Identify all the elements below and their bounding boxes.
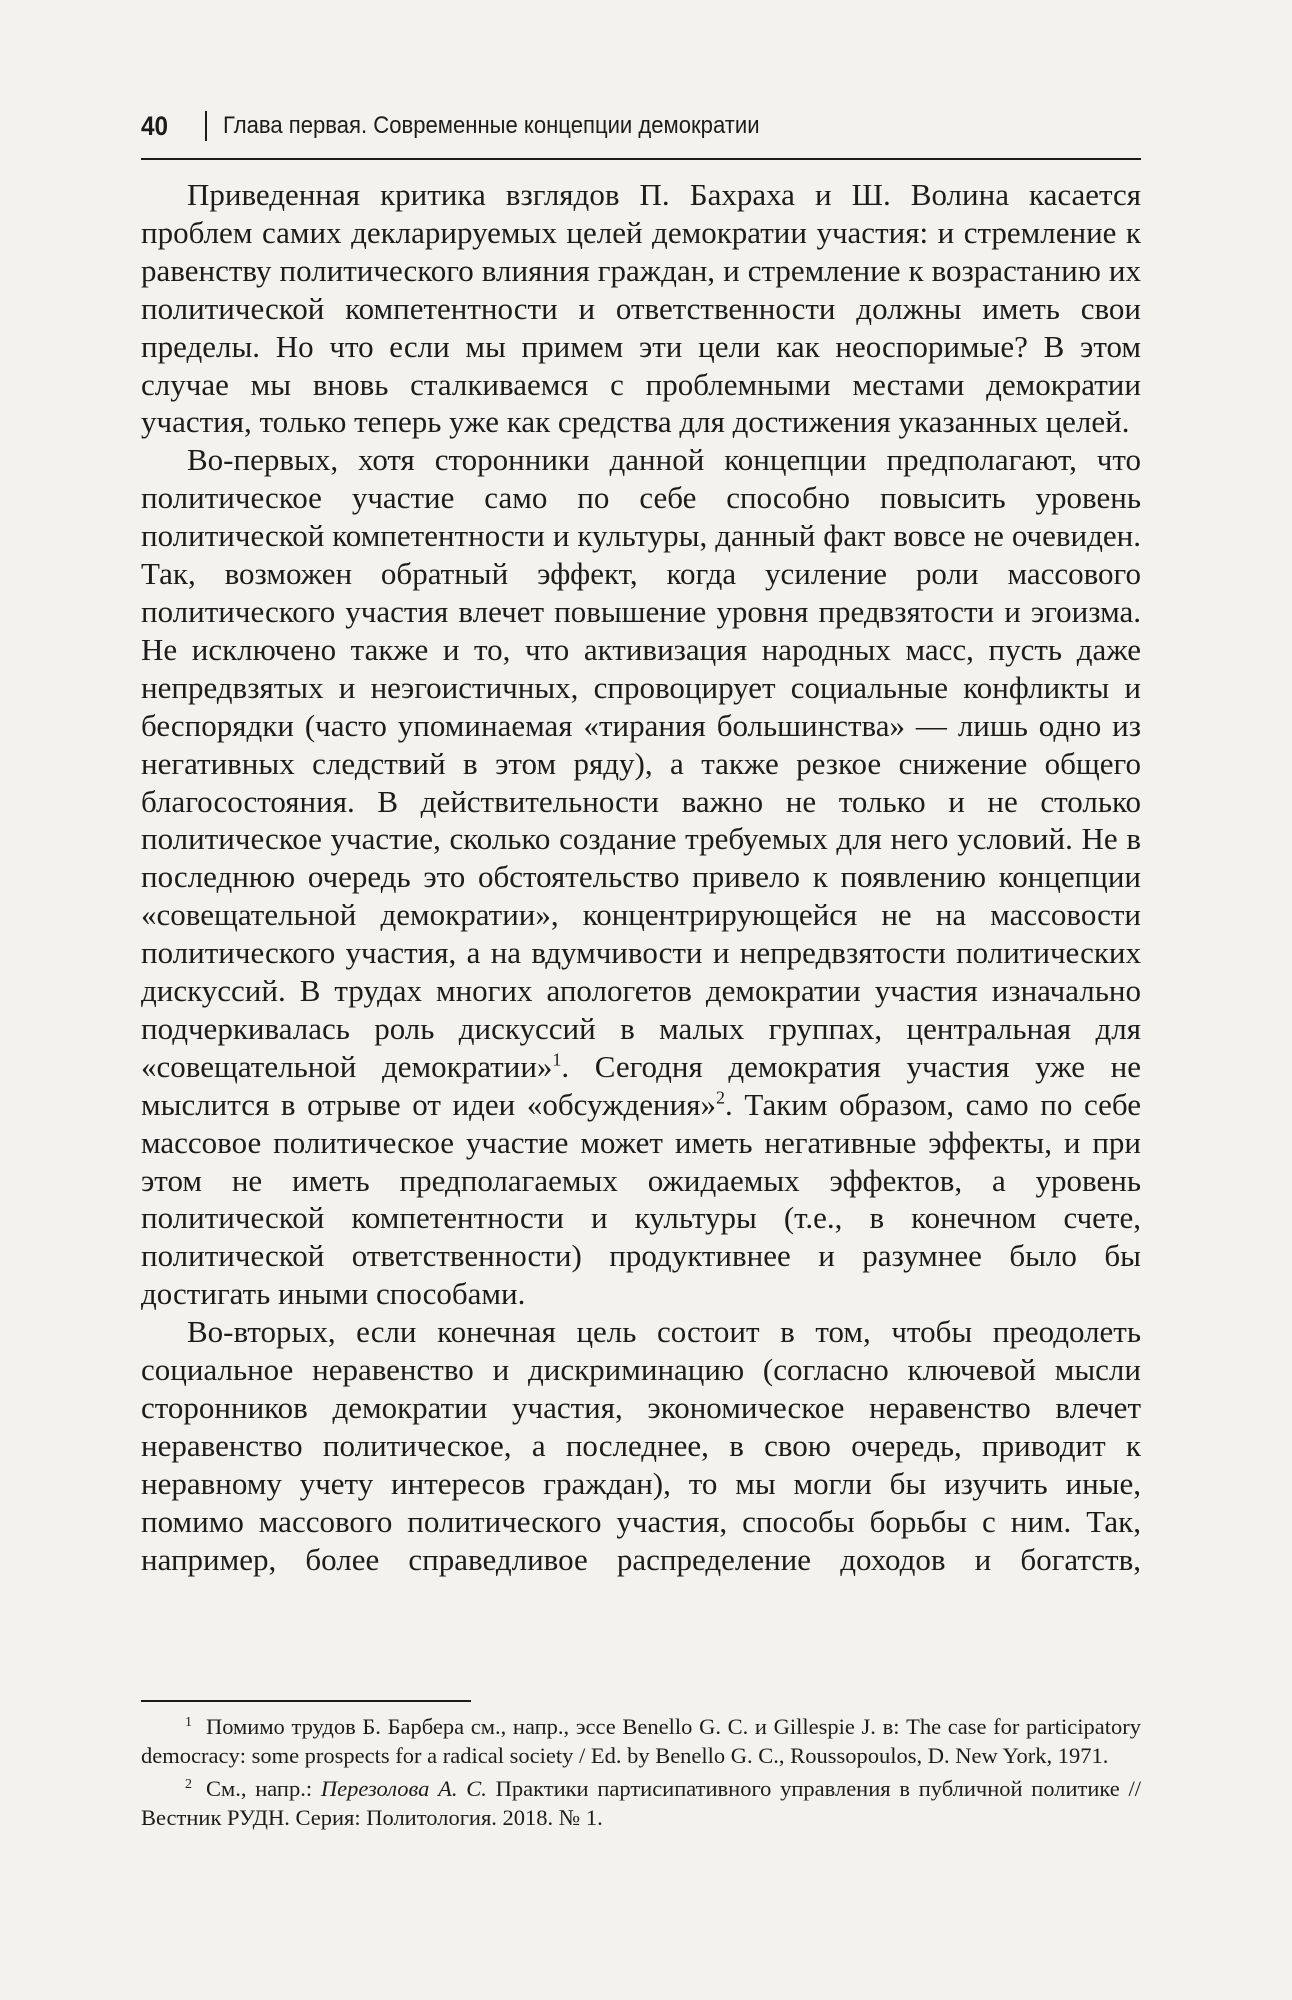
- footnotes: [141, 1712, 1141, 1836]
- footnote-ref-1[interactable]: 1: [552, 1049, 562, 1070]
- body-text: [141, 176, 1141, 1579]
- footnote-2-prefix: См., напр.:: [205, 1776, 321, 1801]
- footnote-2-text: Практики партисипативного управления в публичной политике // Вестник РУДН. Серия: Политология. 2018. № 1.: [141, 1776, 1142, 1830]
- chapter-title: Глава первая. Современные концепции демократии: [223, 112, 760, 139]
- footnote-1-mark: 1: [185, 1714, 192, 1730]
- paragraph-1: Приведенная критика взглядов П. Бахраха и Ш. Волина касается проблем самих декларируемых целей демократии участия: и стремление к равенству политического влияния граждан, и стремление к возрастанию их политической компетентности и ответственности должны иметь свои пределы. Но что если мы примем эти цели как неоспоримые? В этом случае мы вновь сталкиваемся с проблемными местами демократии участия, только теперь уже как средства для достижения указанных целей.: [141, 177, 1141, 440]
- paragraph-3: Во-вторых, если конечная цель состоит в том, чтобы преодолеть социальное неравенство и дискриминацию (согласно ключевой мысли сторонников демократии участия, экономическое неравенство влечет неравенство политическое, а последнее, в свою очередь, приводит к неравному учету интересов граждан), то мы могли бы изучить иные, помимо массового политического участия, способы борьбы с ним. Так, например, более справедливое распределение доходов и богатств,: [141, 1314, 1141, 1577]
- footnote-2-mark: 2: [185, 1776, 192, 1792]
- paragraph-2-part-b: . Сегодня демократия участия уже не мыслится в отрыве от идеи «обсуждения»: [141, 1048, 1142, 1122]
- header-separator: [205, 111, 207, 141]
- page-number: 40: [141, 110, 169, 141]
- paragraph-2-part-c: . Таким образом, само по себе массовое политическое участие может иметь негативные эффекты, и при этом не иметь предполагаемых ожидаемых эффектов, а уровень политической компетентности и культуры (т.е., в конечном счете, политической ответственности) продуктивнее и разумнее было бы достигать иными способами.: [141, 1086, 1141, 1312]
- footnote-2-author: Перезолова А. С.: [320, 1776, 487, 1801]
- footnote-2: [141, 1774, 1141, 1832]
- running-head: [141, 106, 1141, 146]
- header-rule: [141, 158, 1141, 160]
- footnote-ref-2[interactable]: 2: [715, 1087, 725, 1108]
- footnote-1: [141, 1712, 1141, 1770]
- footnote-1-text: Помимо трудов Б. Барбера см., напр., эссе Benello G. C. и Gillespie J. в: The case for participatory democracy: some prospects for a radical society / Ed. by Benello G. C., Roussopoulos, D. New York, 1971.: [141, 1714, 1141, 1768]
- paragraph-2-part-a: Во-первых, хотя сторонники данной концепции предполагают, что политическое участие само по себе способно повысить уровень политической компетентности и культуры, данный факт вовсе не очевиден. Так, возможен обратный эффект, когда усиление роли массового политического участия влечет повышение уровня предвзятости и эгоизма. Не исключено также и то, что активизация народных масс, пусть даже непредвзятых и неэгоистичных, спровоцирует социальные конфликты и беспорядки (часто упоминаемая «тирания большинства» — лишь одно из негативных следствий в этом ряду), а также резкое снижение общего благосостояния. В действительности важно не только и не столько политическое участие, сколько создание требуемых для него условий. Не в последнюю очередь это обстоятельство привело к появлению концепции «совещательной демократии», концентрирующейся не на массовости политического участия, а на вдумчивости и непредвзятости политических дискуссий. В трудах многих апологетов демократии участия изначально подчеркивалась роль дискуссий в малых группах, центральная для «совещательной демократии»: [141, 442, 1141, 1084]
- paragraph-2: [141, 441, 1141, 1313]
- footnote-rule: [141, 1700, 471, 1702]
